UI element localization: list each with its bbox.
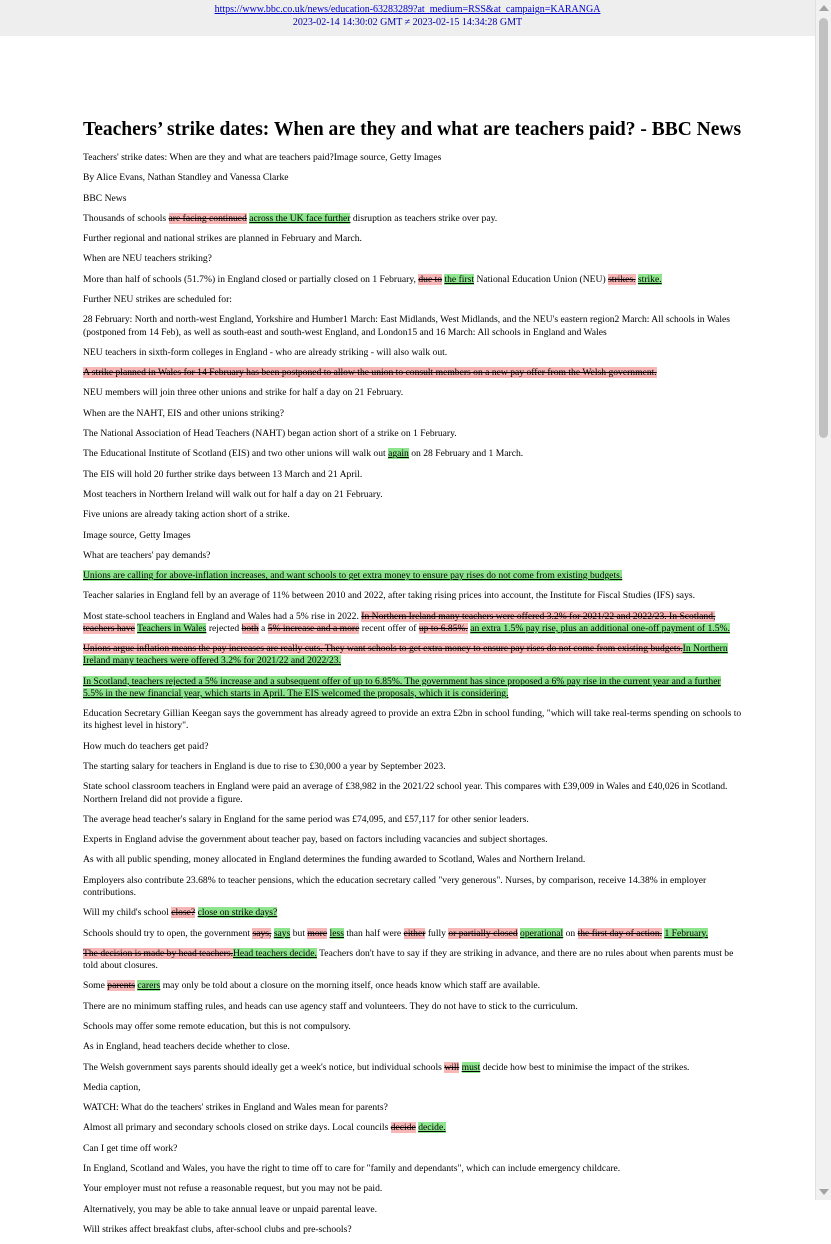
deleted-text: either: [403, 927, 426, 939]
paragraph-text: Can I get time off work?: [83, 1142, 178, 1154]
deleted-text: says,: [252, 927, 272, 939]
article-paragraph: [83, 676, 743, 700]
article-paragraph: [83, 1021, 743, 1033]
scroll-down-arrow-icon[interactable]: [819, 1189, 829, 1195]
article-title: Teachers’ strike dates: When are they and what are teachers paid? - BBC News: [83, 119, 742, 140]
paragraph-text: NEU teachers in sixth-form colleges in England - who are already striking - will also walk out.: [83, 346, 448, 358]
article-paragraph: [83, 213, 743, 225]
deleted-text: A strike planned in Wales for 14 February has been postponed to allow the union to consult members on a new pay offer from the Welsh government.: [83, 367, 657, 379]
article-paragraph: [83, 611, 743, 635]
vertical-scrollbar[interactable]: [815, 0, 831, 1200]
inserted-text: Head teachers decide.: [232, 947, 317, 959]
article-paragraph: [83, 347, 743, 359]
paragraph-text: Almost all primary and secondary schools closed on strike days. Local councils: [83, 1122, 391, 1134]
paragraph-text: Further regional and national strikes are planned in February and March.: [83, 233, 362, 245]
paragraph-text: Further NEU strikes are scheduled for:: [83, 294, 232, 306]
article-paragraph: [83, 233, 743, 245]
article-paragraph: [83, 854, 743, 866]
article-paragraph: [83, 428, 743, 440]
article-paragraph: [83, 1062, 743, 1074]
paragraph-text: Thousands of schools: [83, 212, 169, 224]
article-paragraphs: [83, 152, 743, 1236]
deleted-text: or partially closed: [448, 927, 518, 939]
source-url-link[interactable]: https://www.bbc.co.uk/news/education-63283289?at_medium=RSS&at_campaign=KARANGA: [214, 4, 601, 15]
paragraph-text: rejected: [206, 622, 242, 634]
article-paragraph: [83, 1183, 743, 1195]
article-paragraph: [83, 530, 743, 542]
paragraph-text: NEU members will join three other unions and strike for half a day on 21 February.: [83, 387, 404, 399]
paragraph-text: There are no minimum staffing rules, and heads can use agency staff and volunteers. They do not have to stick to the curriculum.: [83, 1000, 578, 1012]
article-paragraph: [83, 1143, 743, 1155]
paragraph-text: State school classroom teachers in England were paid an average of £38,982 in the 2021/22 school year. This compares with £39,009 in Wales and £40,026 in Scotland. Northern Ireland did not provide a figure.: [83, 781, 728, 805]
article-paragraph: [83, 253, 743, 265]
inserted-text: across the UK face further: [249, 212, 351, 224]
paragraph-text: How much do teachers get paid?: [83, 740, 209, 752]
paragraph-text: The Welsh government says parents should ideally get a week's notice, but individual schools: [83, 1061, 445, 1073]
article-paragraph: [83, 172, 743, 184]
paragraph-text: may only be told about a closure on the morning itself, once heads know which staff are available.: [160, 980, 541, 992]
article-paragraph: [83, 761, 743, 773]
paragraph-text: decide how best to minimise the impact of the strikes.: [480, 1061, 690, 1073]
article-paragraph: [83, 1102, 743, 1114]
deleted-text: decide: [390, 1122, 416, 1134]
diff-dates: 2023-02-14 14:30:02 GMT ≠ 2023-02-15 14:34:28 GMT: [292, 17, 523, 28]
article-paragraph: [83, 948, 743, 972]
article-paragraph: [83, 590, 743, 602]
article-paragraph: [83, 193, 743, 205]
paragraph-text: Will my child's school: [83, 907, 172, 919]
article-paragraph: [83, 294, 743, 306]
paragraph-text: recent offer of: [361, 622, 419, 634]
deleted-text: are facing continued: [168, 212, 247, 224]
inserted-text: close on strike days?: [197, 907, 278, 919]
paragraph-text: National Education Union (NEU): [474, 273, 609, 285]
paragraph-text: In England, Scotland and Wales, you have the right to time off to care for "family and dependants", which can include emergency childcare.: [83, 1162, 621, 1174]
scrollbar-thumb[interactable]: [819, 18, 828, 438]
paragraph-text: Schools may offer some remote education, but this is not compulsory.: [83, 1020, 351, 1032]
inserted-text: strike.: [637, 273, 662, 285]
inserted-text: less: [329, 927, 344, 939]
paragraph-text: fully: [425, 927, 449, 939]
article-paragraph: [83, 643, 743, 667]
inserted-text: In Northern Ireland many teachers were offered 3.2% for 2021/22 and 2022/23.: [83, 643, 728, 667]
paragraph-text: By Alice Evans, Nathan Standley and Vanessa Clarke: [83, 172, 289, 184]
paragraph-text: Most state-school teachers in England and Wales had a 5% rise in 2022.: [83, 610, 362, 622]
article-paragraph: [83, 875, 743, 899]
article-paragraph: [83, 408, 743, 420]
paragraph-text: The average head teacher's salary in England for the same period was £74,095, and £57,117 for other senior leaders.: [83, 813, 529, 825]
paragraph-text: Five unions are already taking action short of a strike.: [83, 509, 290, 521]
paragraph-text: The starting salary for teachers in England is due to rise to £30,000 a year by September 2023.: [83, 761, 446, 773]
paragraph-text: Schools should try to open, the government: [83, 927, 253, 939]
deleted-text: parents: [107, 980, 135, 992]
article-paragraph: [83, 741, 743, 753]
article-paragraph: [83, 1082, 743, 1094]
article-paragraph: [83, 550, 743, 562]
paragraph-text: As in England, head teachers decide whether to close.: [83, 1041, 290, 1053]
diff-header: [0, 0, 815, 36]
article-paragraph: [83, 387, 743, 399]
inserted-text: Unions are calling for above-inflation increases, and want schools to get extra money to ensure pay rises do not come from existing budgets.: [83, 570, 623, 582]
paragraph-text: Some: [83, 980, 108, 992]
article-paragraph: [83, 509, 743, 521]
inserted-text: the first: [444, 273, 475, 285]
article-paragraph: [83, 1163, 743, 1175]
article-paragraph: [83, 834, 743, 846]
article-paragraph: [83, 781, 743, 805]
article-paragraph: [83, 1204, 743, 1216]
inserted-text: an extra 1.5% pay rise, plus an additional one-off payment of 1.5%.: [470, 622, 730, 634]
deleted-text: up to 6.85%.: [418, 622, 468, 634]
paragraph-text: Media caption,: [83, 1081, 141, 1093]
paragraph-text: Education Secretary Gillian Keegan says the government has already agreed to provide an extra £2bn in school funding, "which will take real-terms spending on schools to its highest level in history".: [83, 708, 742, 732]
deleted-text: will: [444, 1061, 460, 1073]
article-paragraph: [83, 469, 743, 481]
deleted-text: The decision is made by head teachers.: [83, 947, 233, 959]
article-paragraph: [83, 570, 743, 582]
paragraph-text: Employers also contribute 23.68% to teacher pensions, which the education secretary called "very generous". Nurses, by comparison, receive 14.38% in employer contributions.: [83, 874, 707, 898]
article-paragraph: [83, 314, 743, 338]
article-paragraph: [83, 907, 743, 919]
inserted-text: carers: [137, 980, 161, 992]
article-paragraph: [83, 367, 743, 379]
paragraph-text: What are teachers' pay demands?: [83, 549, 211, 561]
paragraph-text: Teacher salaries in England fell by an average of 11% between 2010 and 2022, after taking rising prices into account, the Institute for Fiscal Studies (IFS) says.: [83, 590, 695, 602]
article-paragraph: [83, 448, 743, 460]
inserted-text: operational: [520, 927, 564, 939]
article-paragraph: [83, 274, 743, 286]
article-paragraph: [83, 1041, 743, 1053]
inserted-text: Teachers in Wales: [137, 622, 207, 634]
article-paragraph: [83, 489, 743, 501]
paragraph-text: WATCH: What do the teachers' strikes in England and Wales mean for parents?: [83, 1102, 388, 1114]
paragraph-text: on 28 February and 1 March.: [408, 448, 524, 460]
article-body: [83, 118, 743, 1244]
paragraph-text: When are NEU teachers striking?: [83, 253, 212, 265]
inserted-text: decide.: [418, 1122, 446, 1134]
paragraph-text: but: [290, 927, 308, 939]
paragraph-text: disruption as teachers strike over pay.: [350, 212, 498, 224]
deleted-text: strikes.: [608, 273, 636, 285]
paragraph-text: Most teachers in Northern Ireland will walk out for half a day on 21 February.: [83, 488, 383, 500]
deleted-text: more: [307, 927, 328, 939]
paragraph-text: Teachers' strike dates: When are they and what are teachers paid?Image source, Getty Images: [83, 152, 442, 163]
deleted-text: Unions argue inflation means the pay increases are really cuts. They want schools to get extra money to ensure pay rises do not come from existing budgets.: [83, 643, 683, 655]
deleted-text: 5% increase and a more: [267, 622, 360, 634]
paragraph-text: BBC News: [83, 192, 127, 204]
scroll-up-arrow-icon[interactable]: [819, 5, 829, 11]
inserted-text: 1 February.: [664, 927, 709, 939]
paragraph-text: When are the NAHT, EIS and other unions striking?: [83, 407, 284, 419]
article-paragraph: [83, 1122, 743, 1134]
inserted-text: again: [388, 448, 409, 460]
deleted-text: the first day of action.: [577, 927, 663, 939]
paragraph-text: Experts in England advise the government about teacher pay, based on factors including vacancies and subject shortages.: [83, 834, 548, 846]
paragraph-text: than half were: [343, 927, 404, 939]
deleted-text: close?: [171, 907, 196, 919]
article-paragraph: [83, 1224, 743, 1236]
article-paragraph: [83, 980, 743, 992]
paragraph-text: Alternatively, you may be able to take annual leave or unpaid parental leave.: [83, 1203, 377, 1215]
article-paragraph: [83, 814, 743, 826]
article-paragraph: [83, 928, 743, 940]
paragraph-text: As with all public spending, money allocated in England determines the funding awarded to Scotland, Wales and Northern Ireland.: [83, 854, 586, 866]
inserted-text: must: [461, 1061, 481, 1073]
paragraph-text: The Educational Institute of Scotland (EIS) and two other unions will walk out: [83, 448, 389, 460]
paragraph-text: Your employer must not refuse a reasonable request, but you may not be paid.: [83, 1183, 383, 1195]
paragraph-text: 28 February: North and north-west England, Yorkshire and Humber1 March: East Midlands, West Midlands, and the NEU's eastern region2 March: All schools in Wales (postponed from 14 Feb), as well as south-east and south-west England, and London15 and 16 March: All schools in England and Wales: [83, 314, 731, 338]
paragraph-text: Teachers don't have to say if they are striking in advance, and there are no rules about when parents must be told about closures.: [83, 947, 734, 972]
paragraph-text: a: [258, 622, 268, 634]
paragraph-text: on: [563, 927, 578, 939]
paragraph-text: More than half of schools (51.7%) in England closed or partially closed on 1 February,: [83, 273, 419, 285]
article-paragraph: [83, 152, 743, 164]
paragraph-text: The EIS will hold 20 further strike days between 13 March and 21 April.: [83, 468, 363, 480]
inserted-text: says: [273, 927, 291, 939]
paragraph-text: The National Association of Head Teachers (NAHT) began action short of a strike on 1 February.: [83, 428, 457, 440]
article-paragraph: [83, 1001, 743, 1013]
deleted-text: In Northern Ireland many teachers were offered 3.2% for 2021/22 and 2022/23. In Scotland, teachers have: [83, 610, 716, 634]
inserted-text: In Scotland, teachers rejected a 5% increase and a subsequent offer of up to 6.85%. The government has since proposed a 6% pay rise in the current year and a further 5.5% in the new financial year, which starts in April. The EIS welcomed the proposals, which it is considering.: [83, 675, 721, 699]
article-paragraph: [83, 708, 743, 732]
paragraph-text: Image source, Getty Images: [83, 529, 191, 541]
deleted-text: both: [241, 622, 259, 634]
deleted-text: due to: [418, 273, 443, 285]
paragraph-text: Will strikes affect breakfast clubs, after-school clubs and pre-schools?: [83, 1223, 352, 1235]
